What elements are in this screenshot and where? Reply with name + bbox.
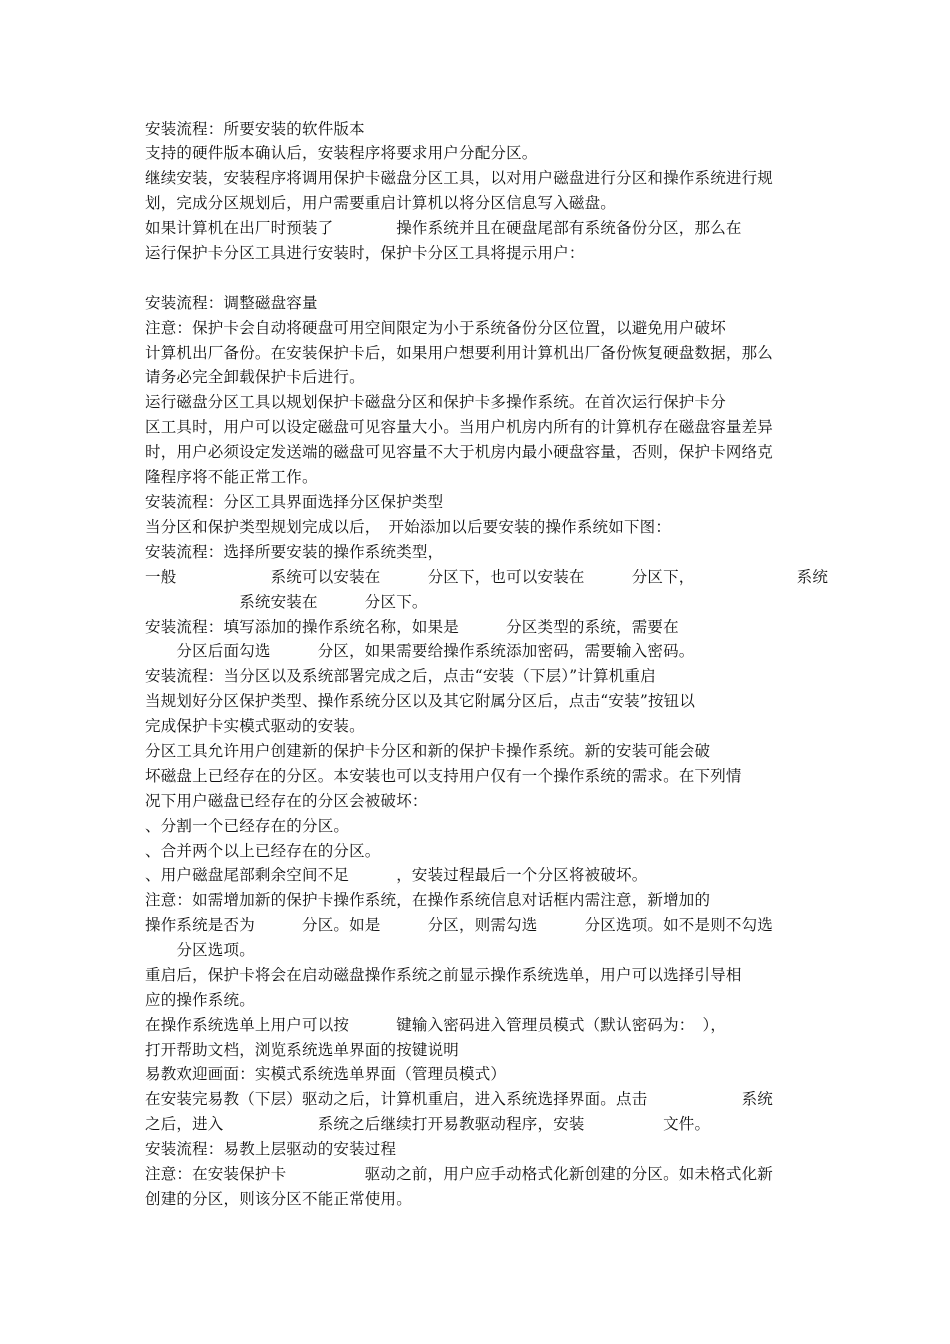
text-line: 注意：保护卡会自动将硬盘可用空间限定为小于系统备份分区位置，以避免用户破坏 <box>145 319 726 337</box>
text-line: 分区选项。 <box>145 941 255 959</box>
text-line: 安装流程：当分区以及系统部署完成之后，点击“安装（下层）”计算机重启 <box>145 667 656 685</box>
text-line: 安装流程：分区工具界面选择分区保护类型 <box>145 493 444 511</box>
text-line: 如果计算机在出厂时预装了 操作系统并且在硬盘尾部有系统备份分区，那么在 <box>145 219 742 237</box>
text-line: 支持的硬件版本确认后，安装程序将要求用户分配分区。 <box>145 144 538 162</box>
text-line: 创建的分区，则该分区不能正常使用。 <box>145 1190 412 1208</box>
text-line: 安装流程：易教上层驱动的安装过程 <box>145 1140 397 1158</box>
text-line: 打开帮助文档，浏览系统选单界面的按键说明 <box>145 1041 460 1059</box>
text-line: 重启后，保护卡将会在启动磁盘操作系统之前显示操作系统选单，用户可以选择引导相 <box>145 966 742 984</box>
text-line: 在操作系统选单上用户可以按 键输入密码进入管理员模式（默认密码为： ）， <box>145 1016 727 1034</box>
text-line: 分区后面勾选 分区，如果需要给操作系统添加密码，需要输入密码。 <box>145 642 695 660</box>
text-line: 计算机出厂备份。在安装保护卡后，如果用户想要利用计算机出厂备份恢复硬盘数据，那么 <box>145 344 774 362</box>
text-line: 之后，进入 系统之后继续打开易教驱动程序，安装 文件。 <box>145 1115 711 1133</box>
text-line: 运行保护卡分区工具进行安装时，保护卡分区工具将提示用户： <box>145 244 585 262</box>
text-line: 一般 系统可以安装在 分区下，也可以安装在 分区下， 系统 <box>145 568 829 586</box>
text-line: 坏磁盘上已经存在的分区。本安装也可以支持用户仅有一个操作系统的需求。在下列情 <box>145 767 742 785</box>
list-item: 、分割一个已经存在的分区。 <box>145 817 350 835</box>
text-line: 时，用户必须设定发送端的磁盘可见容量不大于机房内最小硬盘容量，否则，保护卡网络克 <box>145 443 774 461</box>
text-line: 请务必完全卸载保护卡后进行。 <box>145 368 365 386</box>
text-line: 系统安装在 分区下。 <box>145 593 428 611</box>
text-line: 运行磁盘分区工具以规划保护卡磁盘分区和保护卡多操作系统。在首次运行保护卡分 <box>145 393 726 411</box>
text-line: 注意：如需增加新的保护卡操作系统，在操作系统信息对话框内需注意，新增加的 <box>145 891 711 909</box>
text-line: 安装流程：所要安装的软件版本 <box>145 120 365 138</box>
text-line: 继续安装，安装程序将调用保护卡磁盘分区工具，以对用户磁盘进行分区和操作系统进行规 <box>145 169 774 187</box>
text-line: 区工具时，用户可以设定磁盘可见容量大小。当用户机房内所有的计算机存在磁盘容量差异 <box>145 418 774 436</box>
text-line: 安装流程：调整磁盘容量 <box>145 294 318 312</box>
text-line: 操作系统是否为 分区。如是 分区，则需勾选 分区选项。如不是则不勾选 <box>145 916 774 934</box>
text-line: 分区工具允许用户创建新的保护卡分区和新的保护卡操作系统。新的安装可能会破 <box>145 742 711 760</box>
text-line: 在安装完易教（下层）驱动之后，计算机重启，进入系统选择界面。点击 系统 <box>145 1090 774 1108</box>
list-item: 、合并两个以上已经存在的分区。 <box>145 842 381 860</box>
text-line: 当分区和保护类型规划完成以后， 开始添加以后要安装的操作系统如下图： <box>145 518 672 536</box>
text-line: 完成保护卡实模式驱动的安装。 <box>145 717 365 735</box>
text-line: 当规划好分区保护类型、操作系统分区以及其它附属分区后，点击“安装”按钮以 <box>145 692 696 710</box>
text-line: 易教欢迎画面：实模式系统选单界面（管理员模式） <box>145 1065 507 1083</box>
text-line: 划，完成分区规划后，用户需要重启计算机以将分区信息写入磁盘。 <box>145 194 617 212</box>
text-line: 安装流程：选择所要安装的操作系统类型， <box>145 543 444 561</box>
list-item: 、用户磁盘尾部剩余空间不足 ，安装过程最后一个分区将被破坏。 <box>145 866 648 884</box>
text-line: 应的操作系统。 <box>145 991 255 1009</box>
text-line: 隆程序将不能正常工作。 <box>145 468 318 486</box>
text-line: 注意：在安装保护卡 驱动之前，用户应手动格式化新创建的分区。如未格式化新 <box>145 1165 774 1183</box>
text-line: 安装流程：填写添加的操作系统名称，如果是 分区类型的系统，需要在 <box>145 618 679 636</box>
text-line: 况下用户磁盘已经存在的分区会被破坏： <box>145 792 428 810</box>
